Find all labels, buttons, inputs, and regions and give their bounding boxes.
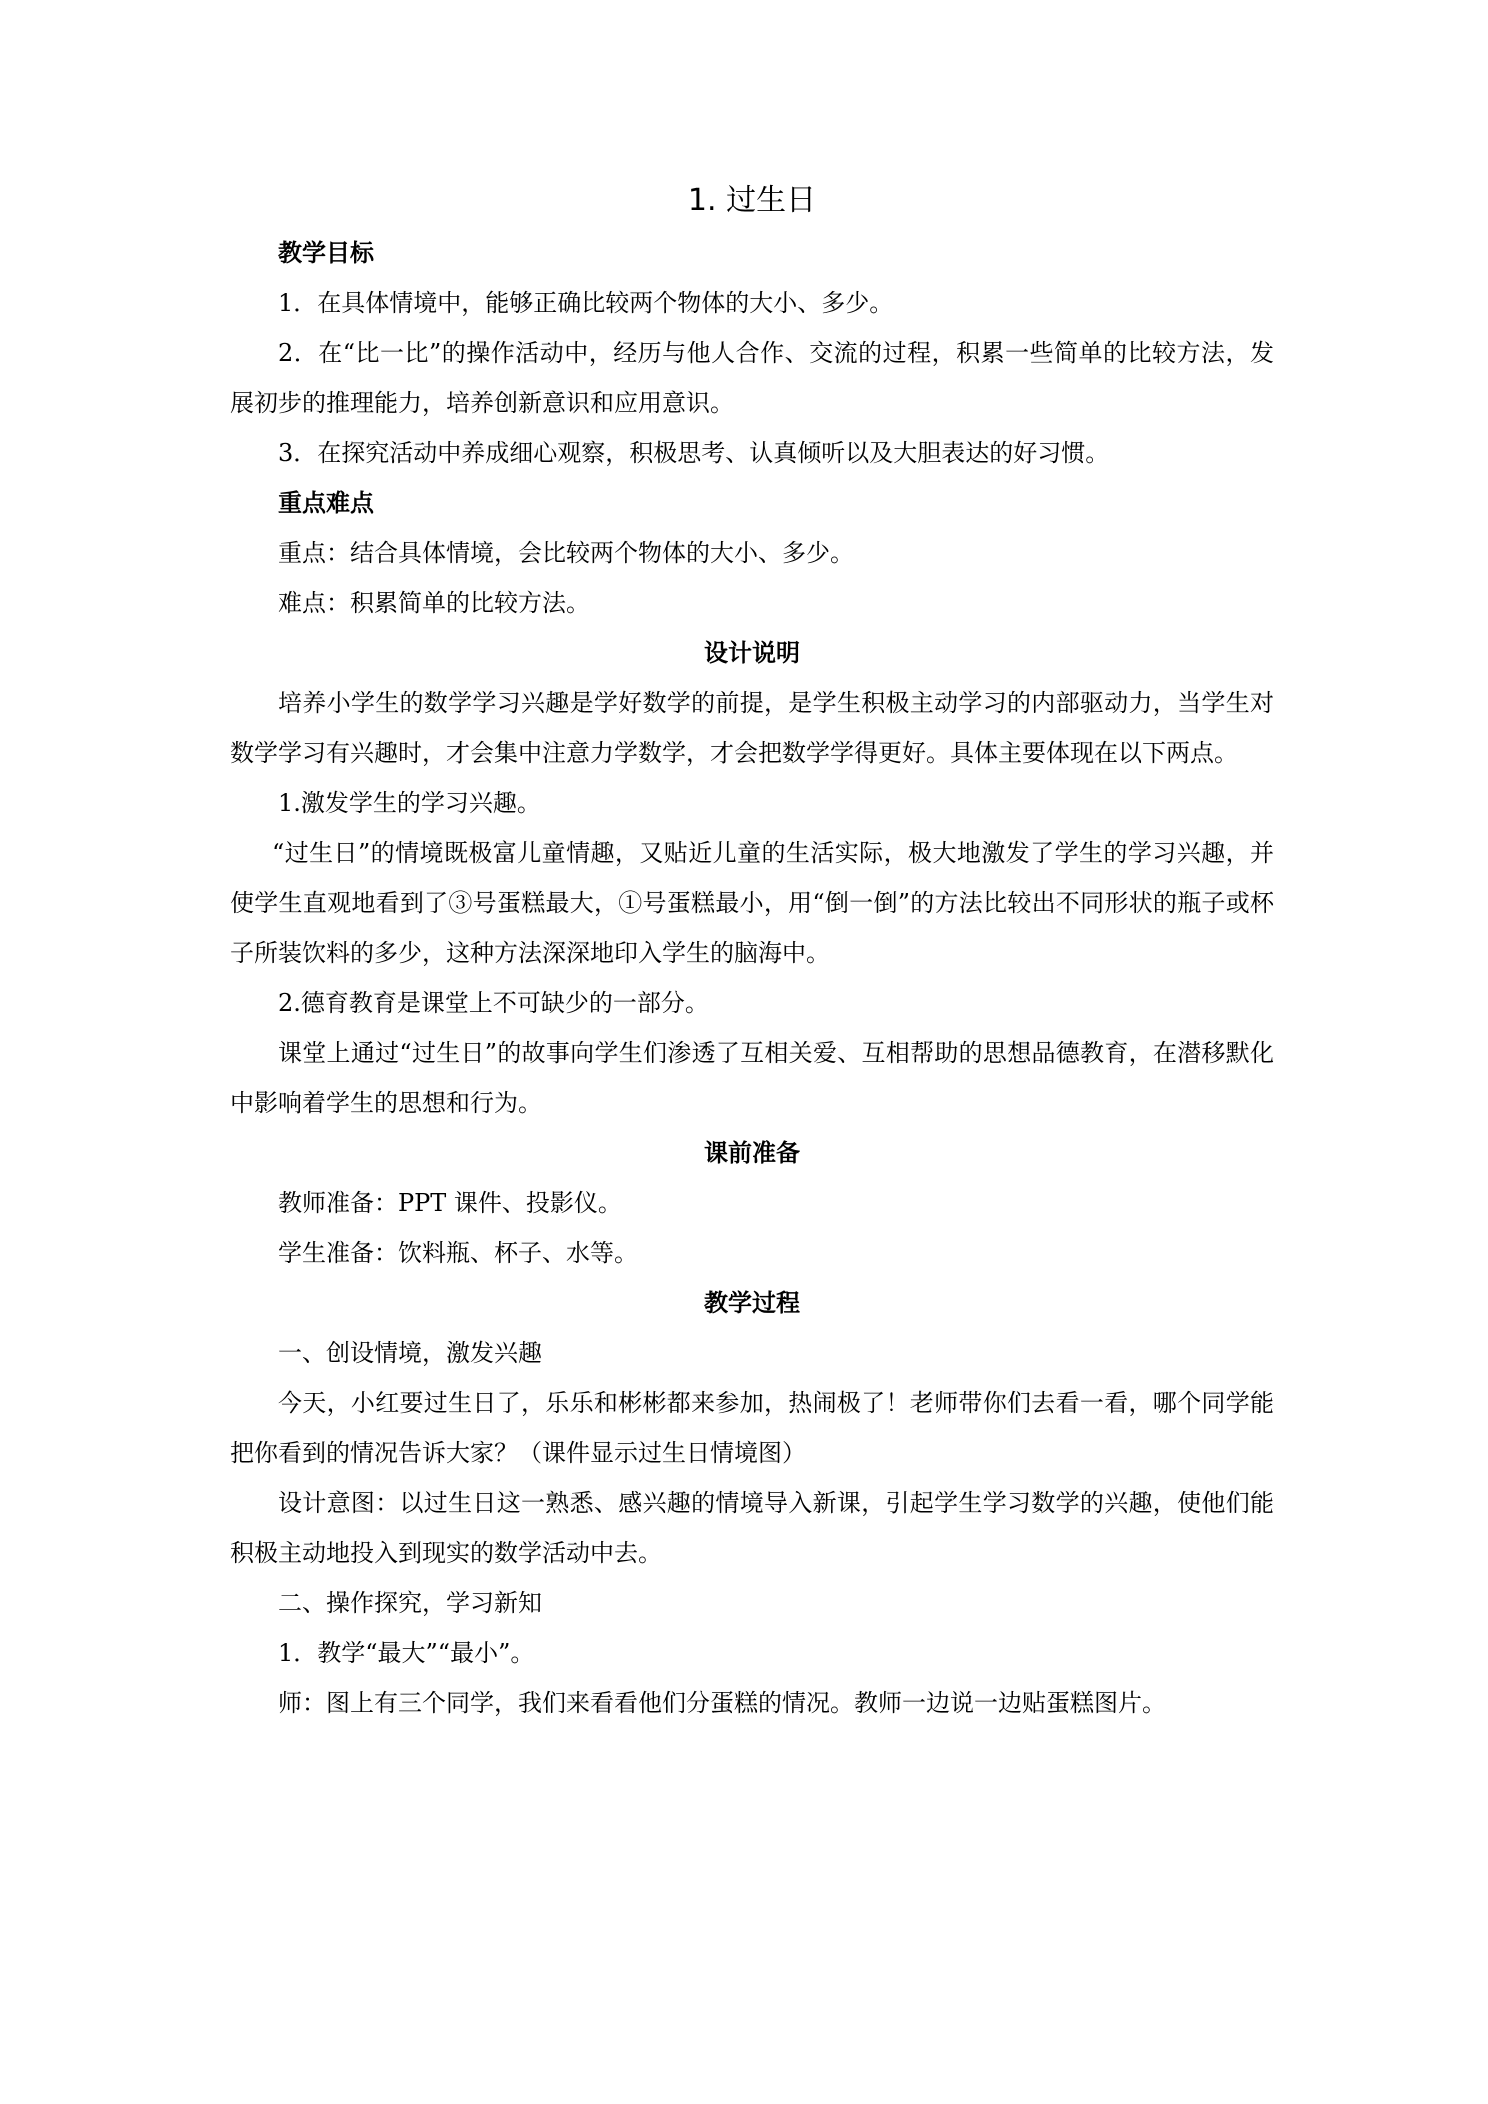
key-point-focus: 重点：结合具体情境，会比较两个物体的大小、多少。 (278, 539, 854, 567)
objective-item: 1．在具体情境中，能够正确比较两个物体的大小、多少。 (278, 289, 894, 317)
preparation-teacher: 教师准备：PPT 课件、投影仪。 (278, 1189, 622, 1217)
process-section-1-text: 今天，小红要过生日了，乐乐和彬彬都来参加，热闹极了！老师带你们去看一看，哪个同学能把你看到的情况告诉大家？（课件显示过生日情境图） (230, 1389, 1274, 1467)
objectives-heading: 教学目标 (278, 239, 374, 267)
preparation-student: 学生准备：饮料瓶、杯子、水等。 (278, 1239, 638, 1267)
process-section-2-item-1: 1．教学“最大”“最小”。 (278, 1639, 535, 1667)
objective-item: 3．在探究活动中养成细心观察，积极思考、认真倾听以及大胆表达的好习惯。 (278, 439, 1110, 467)
process-heading: 教学过程 (704, 1289, 800, 1317)
process-section-2-teacher: 师：图上有三个同学，我们来看看他们分蛋糕的情况。教师一边说一边贴蛋糕图片。 (278, 1689, 1166, 1717)
design-point-1-text: “过生日”的情境既极富儿童情趣，又贴近儿童的生活实际，极大地激发了学生的学习兴趣，并使学生直观地看到了③号蛋糕最大，①号蛋糕最小，用“倒一倒”的方法比较出不同形状的瓶子或杯子所装饮料的多少，这种方法深深地印入学生的脑海中。 (230, 839, 1274, 967)
key-points-heading: 重点难点 (278, 489, 374, 517)
objective-item: 2．在“比一比”的操作活动中，经历与他人合作、交流的过程，积累一些简单的比较方法，发展初步的推理能力，培养创新意识和应用意识。 (230, 339, 1274, 417)
process-section-1-title: 一、创设情境，激发兴趣 (278, 1339, 542, 1367)
document-page (230, 176, 1274, 1728)
design-intro: 培养小学生的数学学习兴趣是学好数学的前提，是学生积极主动学习的内部驱动力，当学生对数学学习有兴趣时，才会集中注意力学数学，才会把数学学得更好。具体主要体现在以下两点。 (230, 689, 1274, 767)
design-point-2: 2.德育教育是课堂上不可缺少的一部分。 (278, 989, 709, 1017)
process-section-2-title: 二、操作探究，学习新知 (278, 1589, 542, 1617)
design-point-2-text: 课堂上通过“过生日”的故事向学生们渗透了互相关爱、互相帮助的思想品德教育，在潜移默化中影响着学生的思想和行为。 (230, 1039, 1274, 1117)
process-section-1-intent: 设计意图：以过生日这一熟悉、感兴趣的情境导入新课，引起学生学习数学的兴趣，使他们能积极主动地投入到现实的数学活动中去。 (230, 1489, 1274, 1567)
preparation-heading: 课前准备 (704, 1139, 800, 1167)
design-point-1: 1.激发学生的学习兴趣。 (278, 789, 541, 817)
key-point-difficulty: 难点：积累简单的比较方法。 (278, 589, 590, 617)
page-title: 1. 过生日 (687, 183, 817, 218)
design-heading: 设计说明 (704, 639, 800, 667)
